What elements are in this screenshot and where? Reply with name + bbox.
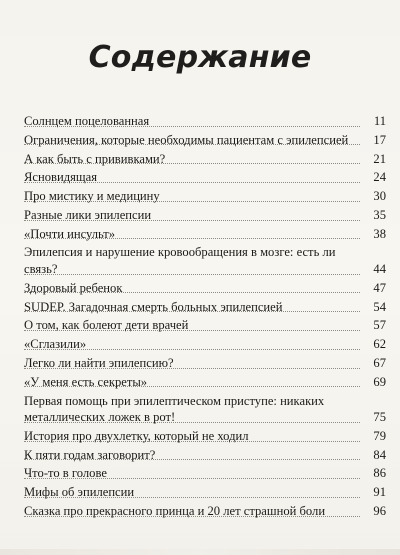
toc-entry <box>24 280 386 297</box>
toc-entry-page: 44 <box>373 262 386 277</box>
toc-entry-page: 38 <box>373 226 386 241</box>
toc-entry-page: 91 <box>373 485 386 500</box>
toc-entry <box>24 188 386 205</box>
toc-entry-page: 69 <box>373 374 386 389</box>
toc-entry-page: 86 <box>373 466 386 481</box>
toc-entry-title: Здоровый ребенок <box>24 280 123 295</box>
toc-entry-title: Разные лики эпилепсии <box>24 207 152 222</box>
toc-entry-page: 47 <box>373 280 386 295</box>
toc-entry <box>24 207 386 224</box>
toc-entry <box>24 428 386 445</box>
table-of-contents <box>24 113 386 522</box>
toc-entry-title: «У меня есть секреты» <box>24 374 148 389</box>
toc-entry-page: 11 <box>373 114 386 128</box>
toc-entry-title: Мифы об эпилепсии <box>24 485 135 500</box>
toc-entry-title: «Почти инсульт» <box>24 226 116 241</box>
toc-entry-page: 79 <box>373 428 386 443</box>
toc-entry-page: 30 <box>373 189 386 204</box>
toc-entry <box>24 132 386 149</box>
toc-entry-title: Что-то в голове <box>24 466 107 481</box>
toc-entry-page: 84 <box>373 447 386 462</box>
toc-entry <box>24 484 386 501</box>
toc-entry-page: 35 <box>373 207 386 222</box>
toc-entry-page: 62 <box>373 337 386 352</box>
toc-entry-title: Про мистику и медицину <box>24 189 160 204</box>
toc-entry <box>24 226 386 243</box>
page-edge <box>0 549 400 555</box>
toc-entry <box>24 244 386 277</box>
toc-entry-page: 54 <box>373 299 386 314</box>
toc-entry-title: Первая помощь при эпилептическом приступе: никаких металлических ложек в рот! <box>24 393 325 425</box>
toc-entry-page: 17 <box>373 132 386 147</box>
toc-entry-title: Ясновидящая <box>24 170 97 185</box>
toc-entry <box>24 336 386 353</box>
toc-entry-title: Ограничения, которые необходимы пациентам с эпилепсией <box>24 132 349 147</box>
toc-entry-title: Сказка про прекрасного принца и 20 лет страшной боли <box>24 504 326 519</box>
toc-entry-page: 75 <box>373 410 386 425</box>
toc-entry-title: А как быть с прививками? <box>24 151 166 166</box>
toc-entry <box>24 317 386 334</box>
toc-entry-page: 57 <box>373 318 386 333</box>
toc-entry-title: Солнцем поцелованная <box>24 114 150 128</box>
toc-entry-title: SUDEP. Загадочная смерть больных эпилепсией <box>24 299 283 314</box>
toc-entry <box>24 355 386 372</box>
toc-entry <box>24 374 386 391</box>
page-title: Содержание <box>88 40 312 75</box>
toc-entry <box>24 151 386 168</box>
toc-entry-title: О том, как болеют дети врачей <box>24 318 189 333</box>
toc-entry-title: Эпилепсия и нарушение кровообращения в мозге: есть ли связь? <box>24 245 336 277</box>
toc-entry-page: 21 <box>373 151 386 166</box>
toc-entry <box>24 465 386 482</box>
toc-entry-title: К пяти годам заговорит? <box>24 447 156 462</box>
toc-entry-page: 67 <box>373 355 386 370</box>
toc-entry <box>24 393 386 426</box>
toc-entry-page: 96 <box>373 504 386 519</box>
toc-entry <box>24 113 386 130</box>
toc-entry <box>24 503 386 520</box>
toc-entry-title: «Сглазили» <box>24 337 87 352</box>
toc-entry-title: История про двухлетку, который не ходил <box>24 428 249 443</box>
toc-entry <box>24 447 386 464</box>
toc-entry <box>24 169 386 186</box>
dot-leader <box>24 273 360 275</box>
toc-entry-title: Легко ли найти эпилепсию? <box>24 355 174 370</box>
toc-entry <box>24 299 386 316</box>
toc-entry-page: 24 <box>373 170 386 185</box>
